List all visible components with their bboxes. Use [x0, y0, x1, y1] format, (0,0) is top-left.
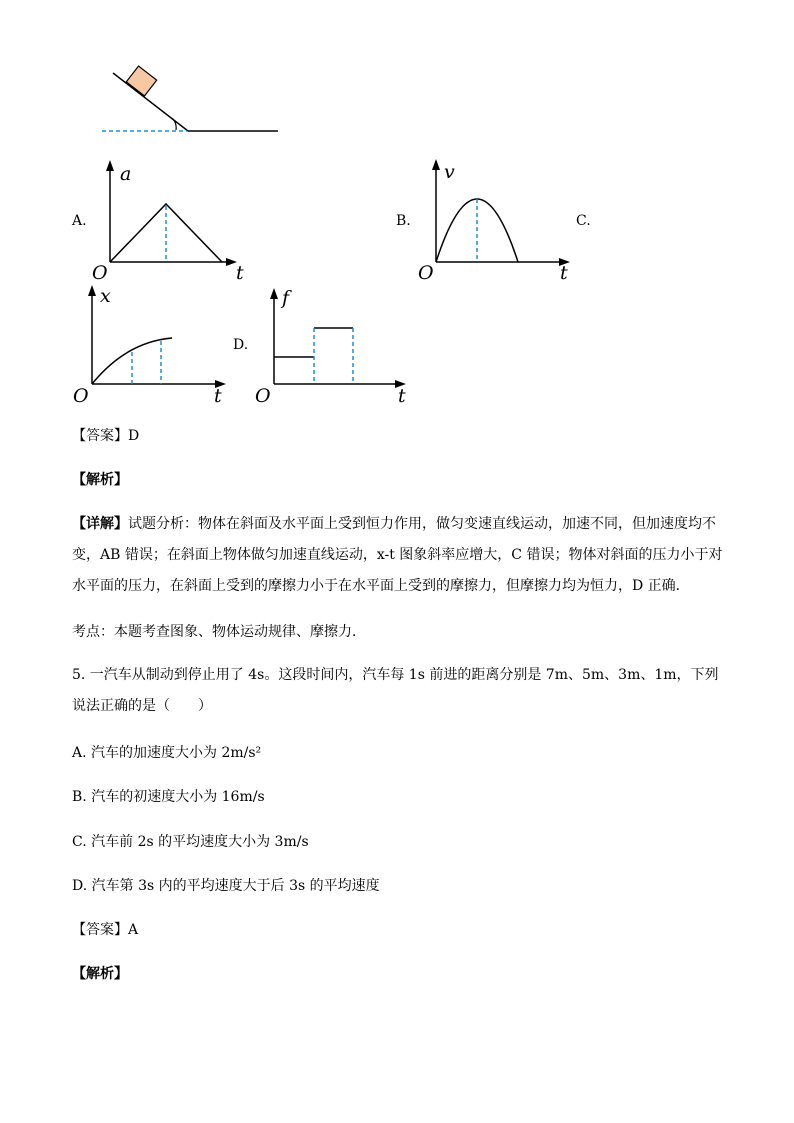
q4-detail-label: 【详解】 — [72, 516, 128, 532]
q4-kaodian: 考点：本题考查图象、物体运动规律、摩擦力． — [72, 624, 366, 640]
graph-a-y-label: a — [120, 163, 132, 185]
graph-d-origin: O — [255, 385, 271, 407]
option-d-label: D. — [233, 337, 249, 353]
graph-b-origin: O — [418, 262, 434, 284]
graph-a-x-label: t — [236, 262, 244, 284]
option-c-label: C. — [576, 213, 591, 229]
graph-b-y-label: v — [444, 161, 455, 183]
graph-c-x-label: t — [214, 385, 222, 407]
graph-b-x-label: t — [560, 262, 568, 284]
option-a-label: A. — [72, 213, 87, 229]
q4-answer: 【答案】D — [72, 428, 140, 444]
graph-a-origin: O — [92, 262, 108, 284]
q5-stem: 5. 一汽车从制动到停止用了 4s。这段时间内，汽车每 1s 前进的距离分别是 7m、5m、3m、1m，下列说法正确的是（ ） — [72, 667, 719, 714]
graph-c-y-label: x — [100, 285, 111, 307]
q5-option-d: D. 汽车第 3s 内的平均速度大于后 3s 的平均速度 — [72, 878, 380, 894]
q5-analysis-heading: 【解析】 — [72, 966, 128, 982]
q4-analysis-heading: 【解析】 — [72, 472, 128, 488]
q5-option-a: A. 汽车的加速度大小为 2m/s² — [72, 745, 262, 761]
q5-option-c: C. 汽车前 2s 的平均速度大小为 3m/s — [72, 834, 309, 850]
graph-d-x-label: t — [398, 385, 406, 407]
option-b-label: B. — [396, 213, 411, 229]
q4-detail-paragraph — [72, 509, 724, 602]
q4-detail-text: 试题分析：物体在斜面及水平面上受到恒力作用，做匀变速直线运动，加速不同，但加速度均不变，AB 错误；在斜面上物体做匀加速直线运动，x-t 图象斜率应增大，C 错误；物体对斜面的压力小于对水平面的压力，在斜面上受到的摩擦力小于在水平面上受到的摩擦力，但摩擦力均为恒力，D 正确． — [72, 516, 723, 594]
graph-d-y-arrow — [270, 288, 278, 299]
graph-d-y-label: f — [282, 287, 290, 309]
graph-c-origin: O — [73, 385, 89, 407]
q5-answer: 【答案】A — [72, 922, 139, 938]
q5-option-b: B. 汽车的初速度大小为 16m/s — [72, 789, 265, 805]
graph-d — [0, 0, 794, 420]
